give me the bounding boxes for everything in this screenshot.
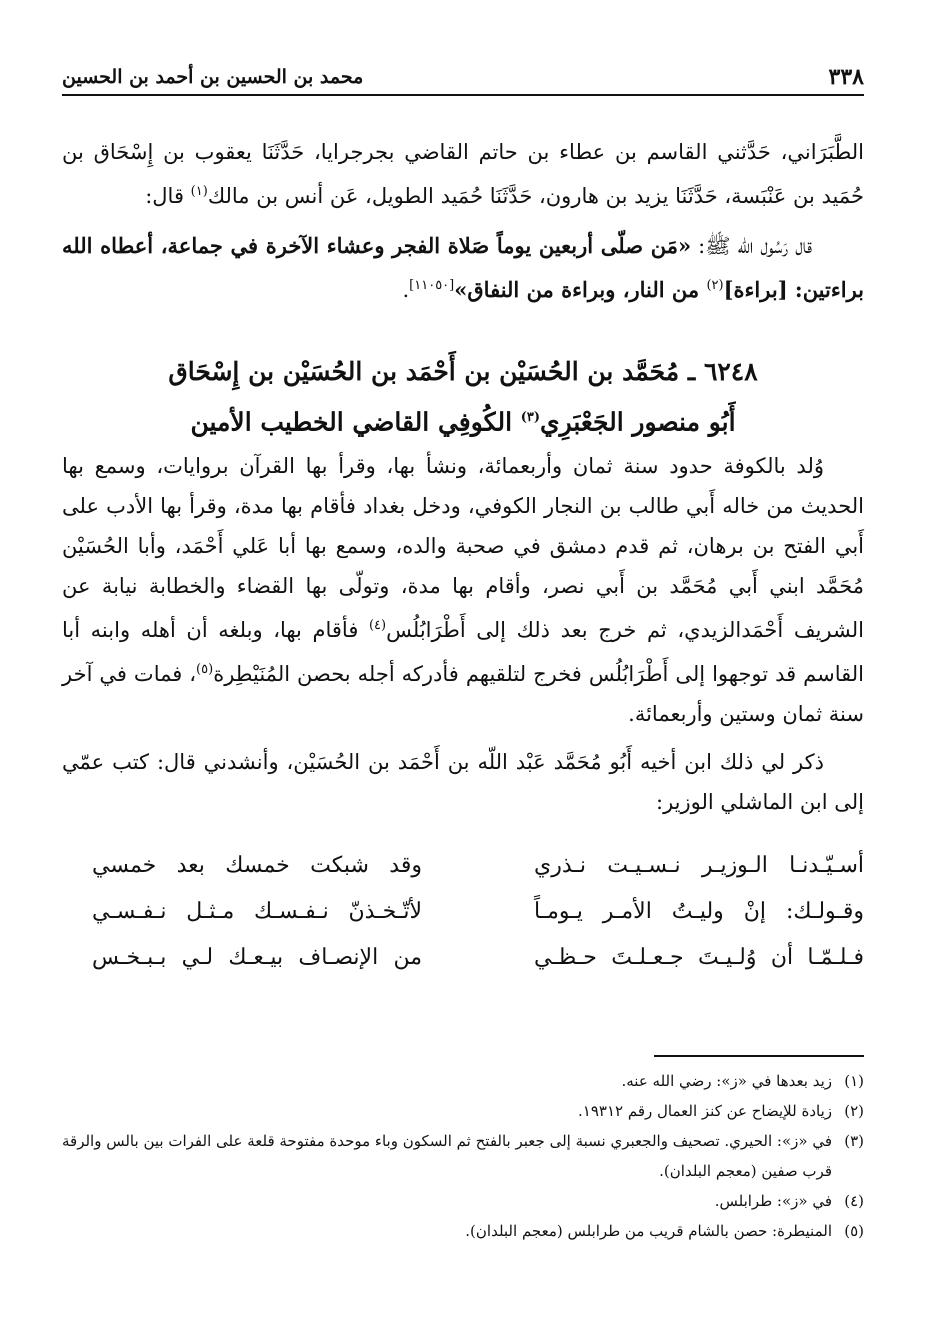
footnote-marker-3[interactable]: (٣)	[520, 410, 541, 425]
poem-verse	[92, 842, 864, 888]
paragraph-narration: ذكر لي ذلك ابن أخيه أَبُو مُحَمَّد عَبْد اللّه بن أَحْمَد بن الحُسَيْن، وأنشدني قال: كتب عمّي إلى ابن الماشلي الوزير:	[62, 750, 864, 814]
kunya: أَبُو منصور الجَعْبَرِي	[540, 407, 736, 437]
footnote-marker-5[interactable]: (٥)	[196, 662, 214, 677]
verse-first-hemistich: وقـولـك: إنْ وليـتُ الأمـر يـومـاً	[534, 898, 864, 924]
footnote-text: في «ز»: الحيري. تصحيف والجعبري نسبة إلى جعبر بالفتح ثم السكون وباء موحدة مفتوحة قلعة على الفرات بين بالس والرقة قرب صفين (معجم البلدان).	[62, 1132, 832, 1180]
paragraph-text: وُلد بالكوفة حدود سنة ثمان وأربعمائة، ونشأ بها، وقرأ بها القرآن بروايات، وسمع بها الحديث من خاله أَبي طالب بن النجار الكوفي، ودخل بغداد فأقام بها مدة، وقرأ بها الأدب على أَبي الفتح بن برهان، ثم قدم دمشق في صحبة والده، وسمع بها أبا عَلي أَحْمَد، وأبا الحُسَيْن مُحَمَّد ابني أَبي مُحَمَّد بن أَبي نصر، وأقام بها مدة، وتولّى بها القضاء والخطابة نيابة عن الشريف أَحْمَدالزيدي، ثم خرج بعد ذلك إلى أَطْرَابُلُس	[62, 454, 864, 642]
page-header	[62, 62, 864, 92]
page-number: ٣٣٨	[828, 64, 864, 90]
paragraph-text: .	[402, 278, 410, 302]
book-page	[62, 0, 864, 1340]
verse-second-hemistich: من الإنصـاف بيـعـك لـي بـبـخـس	[92, 944, 422, 970]
footnote-text: المنيطرة: حصن بالشام قريب من طرابلس (معجم البلدان).	[465, 1222, 832, 1240]
hadith-text: «مَن صلّى أربعين يوماً صَلاة الفجر وعشاء الآخرة في جماعة، أعطاه الله براءتين: [براءة]	[62, 233, 864, 302]
header-rule	[62, 94, 864, 96]
paragraph-biography	[62, 446, 864, 734]
poem-verse	[92, 888, 864, 934]
hadith-intro: قال رَسُول الله ﷺ:	[691, 234, 812, 258]
titles: الكُوفِي القاضي الخطيب الأمين	[190, 407, 521, 437]
footnote	[62, 1066, 864, 1096]
running-title: محمد بن الحسين بن أحمد بن الحسين	[62, 66, 364, 88]
footnote	[62, 1126, 864, 1186]
poem-verse	[92, 934, 864, 980]
paragraph-text: فأقام بها، وبلغه أن أهله وابنه أبا القاسم قد توجهوا إلى أَطْرَابُلُس فخرج لتلقيهم فأدركه أجله بحصن المُنَيْطِرة	[62, 618, 864, 686]
footnote-number: (٥)	[844, 1222, 864, 1240]
footnote-number: (٣)	[844, 1132, 864, 1150]
footnote-text: زيد بعدها في «ز»: رضي الله عنه.	[621, 1072, 832, 1090]
hadith-reference: [١١٠٥٠]	[409, 278, 455, 293]
footnotes	[62, 1066, 864, 1246]
poem	[92, 842, 864, 980]
paragraph-isnad	[62, 132, 864, 216]
footnote-text: في «ز»: طرابلس.	[714, 1192, 832, 1210]
biography-title: ٦٢٤٨ ـ مُحَمَّد بن الحُسَيْن بن أَحْمَد بن الحُسَيْن بن إِسْحَاق	[168, 357, 758, 386]
footnote-number: (١)	[844, 1072, 864, 1090]
paragraph-text: ، فمات في آخر سنة ثمان وستين وأربعمائة.	[62, 662, 864, 726]
footnote-number: (٢)	[844, 1102, 864, 1120]
footnote-rule	[654, 1055, 864, 1057]
footnote-marker-1[interactable]: (١)	[190, 184, 208, 199]
hadith-text: من النار، وبراءة من النفاق»	[454, 277, 707, 302]
verse-second-hemistich: لأتّـخـذنّ نـفـسـك مـثـل نـفـسـي	[92, 898, 422, 924]
verse-second-hemistich: وقد شبكت خمسك بعد خمسي	[92, 852, 422, 878]
paragraph-hadith	[62, 226, 864, 310]
footnote	[62, 1216, 864, 1246]
footnote-marker-2[interactable]: (٢)	[706, 278, 724, 293]
verse-first-hemistich: أسـيّـدنـا الـوزيـر نـسـيـت نـذري	[534, 852, 864, 878]
footnote-number: (٤)	[844, 1192, 864, 1210]
footnote-text: زيادة للإيضاح عن كنز العمال رقم ١٩٣١٢.	[578, 1102, 832, 1120]
verse-first-hemistich: فـلـمّـا أن وُلـيـتَ جـعـلـتَ حـظـي	[534, 944, 864, 970]
paragraph-text: الطَّبَرَاني، حَدَّثني القاسم بن عطاء بن حاتم القاضي بجرجرايا، حَدَّثَنَا يعقوب بن إِسْحَاق بن حُمَيد بن عَنْبَسة، حَدَّثَنَا يزيد بن هارون، حَدَّثَنَا حُمَيد الطويل، عَن أنس بن مالك	[62, 140, 864, 208]
footnote-marker-4[interactable]: (٤)	[368, 618, 387, 633]
footnote	[62, 1186, 864, 1216]
footnote	[62, 1096, 864, 1126]
biography-subtitle	[62, 396, 864, 444]
paragraph-text: قال:	[145, 184, 191, 208]
